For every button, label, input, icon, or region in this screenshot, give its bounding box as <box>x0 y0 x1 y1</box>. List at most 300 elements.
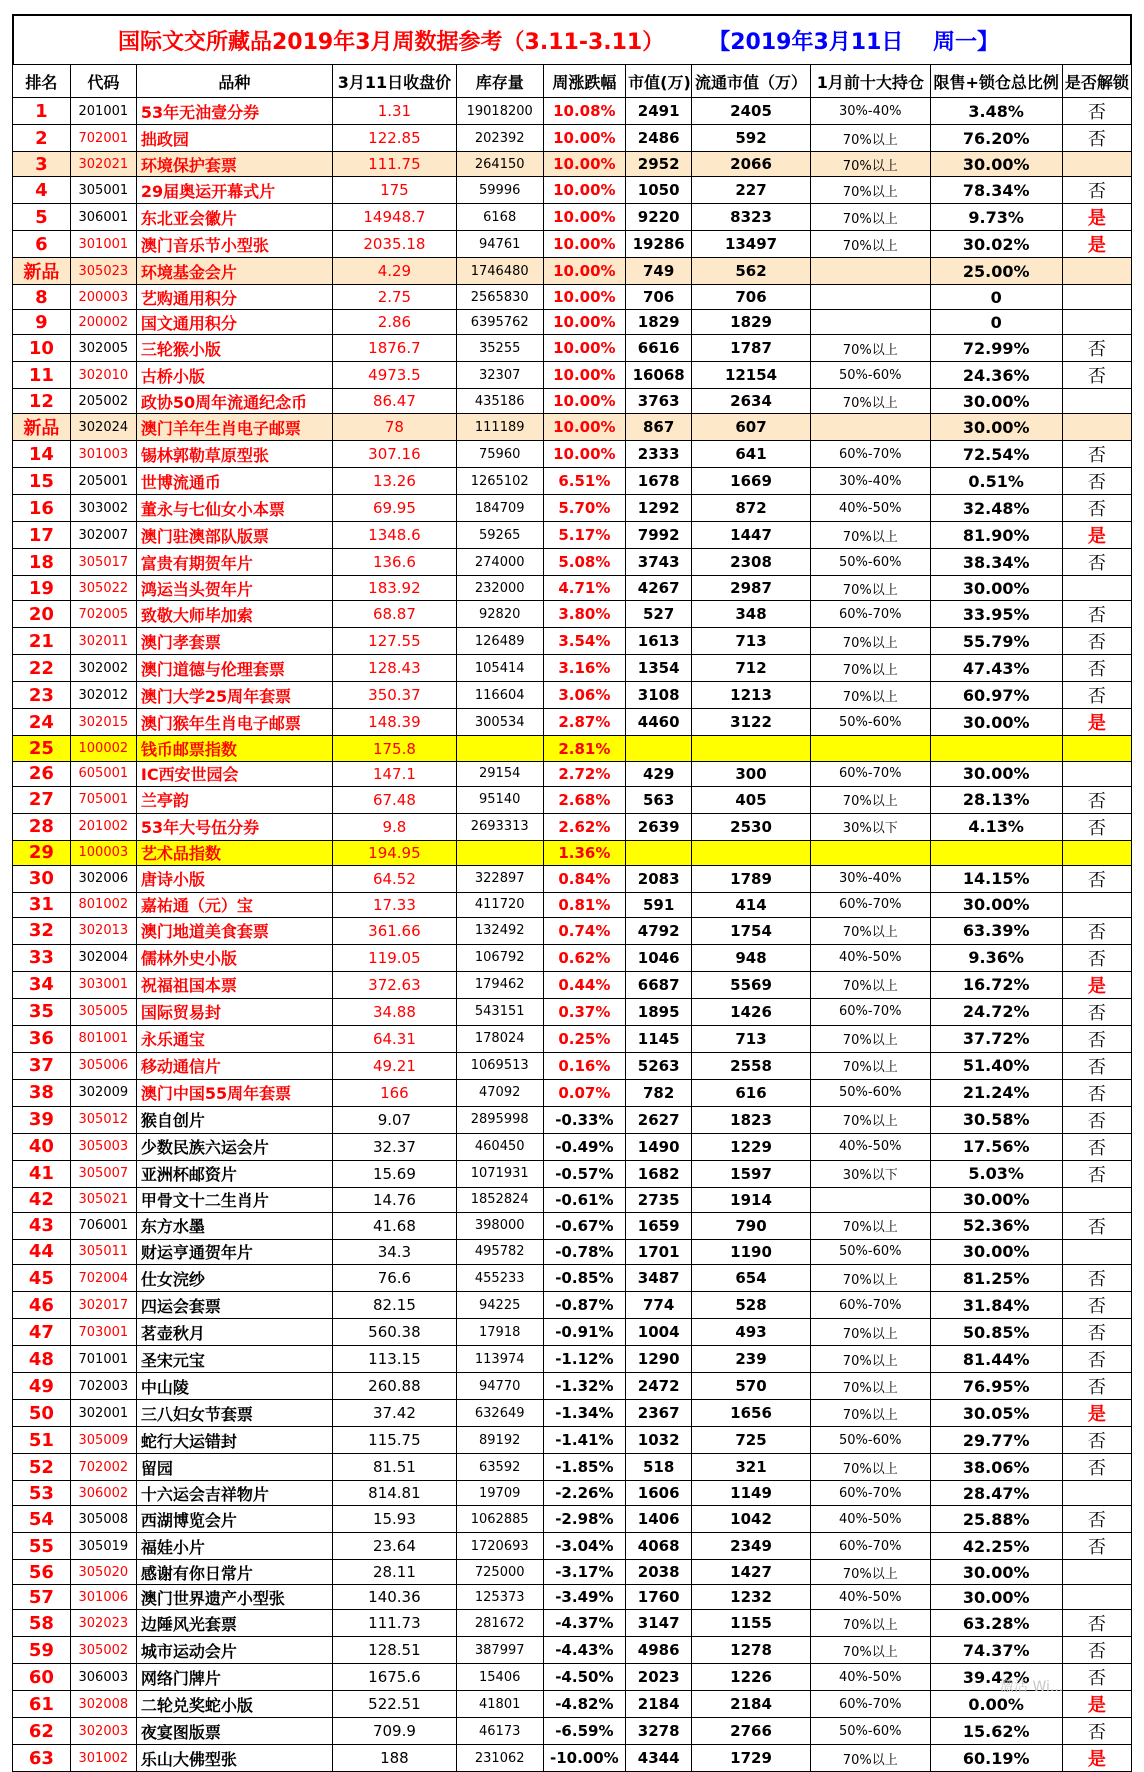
change-cell: -4.82% <box>543 1691 626 1718</box>
price-cell: 166 <box>332 1079 456 1106</box>
lock-ratio-cell: 72.99% <box>930 335 1062 362</box>
unlocked-cell: 是 <box>1062 709 1131 736</box>
float-cap-cell: 1914 <box>692 1187 811 1212</box>
holding-cell: 70%以上 <box>810 1025 930 1052</box>
name-cell: 环境基金会片 <box>136 258 332 285</box>
price-cell: 9.8 <box>332 813 456 840</box>
market-cap-cell: 782 <box>626 1079 692 1106</box>
stock-cell: 455233 <box>456 1265 543 1292</box>
float-cap-cell: 948 <box>692 944 811 971</box>
holding-cell: 70%以上 <box>810 1637 930 1664</box>
stock-cell: 111189 <box>456 414 543 441</box>
table-row <box>13 628 1132 655</box>
rank-cell: 24 <box>13 709 71 736</box>
stock-cell: 59996 <box>456 177 543 204</box>
holding-cell: 70%以上 <box>810 682 930 709</box>
rank-cell: 2 <box>13 125 71 152</box>
market-cap-cell: 3487 <box>626 1265 692 1292</box>
unlocked-cell: 否 <box>1062 468 1131 495</box>
rank-cell: 48 <box>13 1346 71 1373</box>
price-cell: 82.15 <box>332 1292 456 1319</box>
code-cell: 306001 <box>70 204 136 231</box>
float-cap-cell: 405 <box>692 786 811 813</box>
float-cap-cell: 2349 <box>692 1533 811 1560</box>
table-row <box>13 441 1132 468</box>
change-cell: 3.80% <box>543 601 626 628</box>
title-bar <box>12 14 1132 64</box>
rank-cell: 35 <box>13 998 71 1025</box>
holding-cell: 70%以上 <box>810 917 930 944</box>
rank-cell: 51 <box>13 1427 71 1454</box>
float-cap-cell: 1754 <box>692 917 811 944</box>
market-cap-cell: 1613 <box>626 628 692 655</box>
market-cap-cell: 2038 <box>626 1560 692 1585</box>
unlocked-cell <box>1062 152 1131 177</box>
rank-cell: 26 <box>13 761 71 786</box>
rank-cell: 1 <box>13 98 71 125</box>
market-cap-cell: 1406 <box>626 1506 692 1533</box>
price-cell: 67.48 <box>332 786 456 813</box>
change-cell: -10.00% <box>543 1745 626 1772</box>
stock-cell: 75960 <box>456 441 543 468</box>
holding-cell: 40%-50% <box>810 1133 930 1160</box>
rank-cell: 14 <box>13 441 71 468</box>
code-cell: 205002 <box>70 389 136 414</box>
stock-cell: 41801 <box>456 1691 543 1718</box>
stock-cell: 63592 <box>456 1454 543 1481</box>
unlocked-cell: 否 <box>1062 1533 1131 1560</box>
stock-cell: 1746480 <box>456 258 543 285</box>
holding-cell: 50%-60% <box>810 1079 930 1106</box>
name-cell: 乐山大佛型张 <box>136 1745 332 1772</box>
table-row <box>13 892 1132 917</box>
holding-cell: 70%以上 <box>810 204 930 231</box>
unlocked-cell: 否 <box>1062 1212 1131 1239</box>
table-row <box>13 1481 1132 1506</box>
lock-ratio-cell: 28.47% <box>930 1481 1062 1506</box>
code-cell: 703001 <box>70 1319 136 1346</box>
change-cell: -0.85% <box>543 1265 626 1292</box>
market-cap-cell: 3108 <box>626 682 692 709</box>
name-cell: 富贵有期贺年片 <box>136 549 332 576</box>
change-cell: 5.17% <box>543 522 626 549</box>
name-cell: 澳门地道美食套票 <box>136 917 332 944</box>
float-cap-cell: 713 <box>692 628 811 655</box>
table-row <box>13 1025 1132 1052</box>
code-cell: 100002 <box>70 736 136 761</box>
unlocked-cell: 否 <box>1062 1506 1131 1533</box>
unlocked-cell: 是 <box>1062 1745 1131 1772</box>
float-cap-cell: 607 <box>692 414 811 441</box>
name-cell: 鸿运当头贺年片 <box>136 576 332 601</box>
table-row <box>13 1718 1132 1745</box>
unlocked-cell: 否 <box>1062 601 1131 628</box>
name-cell: 二轮兑奖蛇小版 <box>136 1691 332 1718</box>
float-cap-cell: 2987 <box>692 576 811 601</box>
code-cell: 201002 <box>70 813 136 840</box>
holding-cell <box>810 1187 930 1212</box>
code-cell: 305021 <box>70 1187 136 1212</box>
change-cell: 2.87% <box>543 709 626 736</box>
float-cap-cell: 1597 <box>692 1160 811 1187</box>
code-cell: 305017 <box>70 549 136 576</box>
market-cap-cell: 3743 <box>626 549 692 576</box>
unlocked-cell: 否 <box>1062 335 1131 362</box>
stock-cell: 126489 <box>456 628 543 655</box>
float-cap-cell: 1190 <box>692 1239 811 1264</box>
lock-ratio-cell: 55.79% <box>930 628 1062 655</box>
name-cell: 澳门驻澳部队版票 <box>136 522 332 549</box>
rank-cell: 12 <box>13 389 71 414</box>
market-cap-cell: 1032 <box>626 1427 692 1454</box>
holding-cell: 30%-40% <box>810 468 930 495</box>
code-cell: 306003 <box>70 1664 136 1691</box>
holding-cell: 70%以上 <box>810 1610 930 1637</box>
unlocked-cell: 否 <box>1062 1133 1131 1160</box>
market-cap-cell: 3763 <box>626 389 692 414</box>
rank-cell: 38 <box>13 1079 71 1106</box>
code-cell: 702003 <box>70 1373 136 1400</box>
table-row <box>13 971 1132 998</box>
lock-ratio-cell: 9.36% <box>930 944 1062 971</box>
name-cell: 艺购通用积分 <box>136 285 332 310</box>
change-cell: 3.54% <box>543 628 626 655</box>
code-cell: 302023 <box>70 1610 136 1637</box>
holding-cell: 70%以上 <box>810 1373 930 1400</box>
market-cap-cell: 4792 <box>626 917 692 944</box>
rank-cell: 27 <box>13 786 71 813</box>
unlocked-cell: 否 <box>1062 1052 1131 1079</box>
change-cell: 0.62% <box>543 944 626 971</box>
price-cell: 175.8 <box>332 736 456 761</box>
rank-cell: 25 <box>13 736 71 761</box>
unlocked-cell <box>1062 736 1131 761</box>
change-cell: 10.00% <box>543 389 626 414</box>
change-cell: 2.72% <box>543 761 626 786</box>
price-cell: 15.69 <box>332 1160 456 1187</box>
market-cap-cell: 1490 <box>626 1133 692 1160</box>
rank-cell: 47 <box>13 1319 71 1346</box>
lock-ratio-cell: 30.00% <box>930 1560 1062 1585</box>
stock-cell: 19018200 <box>456 98 543 125</box>
code-cell: 305001 <box>70 177 136 204</box>
lock-ratio-cell: 30.00% <box>930 892 1062 917</box>
holding-cell <box>810 736 930 761</box>
float-cap-cell: 1278 <box>692 1637 811 1664</box>
holding-cell: 40%-50% <box>810 1506 930 1533</box>
holding-cell: 70%以上 <box>810 1454 930 1481</box>
stock-cell: 106792 <box>456 944 543 971</box>
market-cap-cell <box>626 840 692 865</box>
change-cell: 10.00% <box>543 152 626 177</box>
market-cap-cell: 2184 <box>626 1691 692 1718</box>
table-row <box>13 840 1132 865</box>
code-cell: 301002 <box>70 1745 136 1772</box>
table-row <box>13 865 1132 892</box>
col-top10-holding-header: 1月前十大持仓 <box>810 65 930 98</box>
holding-cell: 70%以上 <box>810 1560 930 1585</box>
holding-cell: 60%-70% <box>810 1481 930 1506</box>
float-cap-cell: 321 <box>692 1454 811 1481</box>
change-cell: 2.81% <box>543 736 626 761</box>
name-cell: 留园 <box>136 1454 332 1481</box>
stock-cell: 132492 <box>456 917 543 944</box>
change-cell: 5.08% <box>543 549 626 576</box>
table-row <box>13 1745 1132 1772</box>
stock-cell: 178024 <box>456 1025 543 1052</box>
table-row <box>13 549 1132 576</box>
float-cap-cell: 790 <box>692 1212 811 1239</box>
market-cap-cell: 7992 <box>626 522 692 549</box>
price-cell: 111.73 <box>332 1610 456 1637</box>
unlocked-cell: 否 <box>1062 655 1131 682</box>
lock-ratio-cell: 24.36% <box>930 362 1062 389</box>
code-cell: 302001 <box>70 1400 136 1427</box>
holding-cell: 70%以上 <box>810 152 930 177</box>
col-rank-header: 排名 <box>13 65 71 98</box>
code-cell: 302013 <box>70 917 136 944</box>
name-cell: 城市运动会片 <box>136 1637 332 1664</box>
unlocked-cell: 否 <box>1062 1718 1131 1745</box>
table-row <box>13 1292 1132 1319</box>
holding-cell: 70%以上 <box>810 335 930 362</box>
lock-ratio-cell: 50.85% <box>930 1319 1062 1346</box>
col-close-price-header: 3月11日收盘价 <box>332 65 456 98</box>
change-cell: 0.84% <box>543 865 626 892</box>
unlocked-cell <box>1062 576 1131 601</box>
unlocked-cell: 否 <box>1062 1427 1131 1454</box>
holding-cell: 50%-60% <box>810 1718 930 1745</box>
rank-cell: 6 <box>13 231 71 258</box>
float-cap-cell: 1149 <box>692 1481 811 1506</box>
market-cap-cell: 1290 <box>626 1346 692 1373</box>
market-cap-cell: 2083 <box>626 865 692 892</box>
float-cap-cell: 2634 <box>692 389 811 414</box>
float-cap-cell: 493 <box>692 1319 811 1346</box>
lock-ratio-cell: 30.00% <box>930 1239 1062 1264</box>
name-cell: 艺术品指数 <box>136 840 332 865</box>
price-cell: 17.33 <box>332 892 456 917</box>
market-cap-cell: 16068 <box>626 362 692 389</box>
holding-cell: 60%-70% <box>810 1292 930 1319</box>
price-cell: 175 <box>332 177 456 204</box>
holding-cell <box>810 258 930 285</box>
change-cell: -4.37% <box>543 1610 626 1637</box>
market-cap-cell: 4068 <box>626 1533 692 1560</box>
price-cell: 1876.7 <box>332 335 456 362</box>
stock-cell: 184709 <box>456 495 543 522</box>
market-cap-cell: 2486 <box>626 125 692 152</box>
unlocked-cell <box>1062 892 1131 917</box>
change-cell: -0.49% <box>543 1133 626 1160</box>
lock-ratio-cell: 16.72% <box>930 971 1062 998</box>
code-cell: 801001 <box>70 1025 136 1052</box>
name-cell: 澳门孝套票 <box>136 628 332 655</box>
name-cell: 西湖博览会片 <box>136 1506 332 1533</box>
lock-ratio-cell: 39.42% <box>930 1664 1062 1691</box>
change-cell: 3.16% <box>543 655 626 682</box>
holding-cell: 70%以上 <box>810 1400 930 1427</box>
price-cell: 147.1 <box>332 761 456 786</box>
lock-ratio-cell: 76.20% <box>930 125 1062 152</box>
code-cell: 305006 <box>70 1052 136 1079</box>
table-body <box>13 98 1132 1772</box>
change-cell: -0.61% <box>543 1187 626 1212</box>
unlocked-cell: 是 <box>1062 1691 1131 1718</box>
lock-ratio-cell: 15.62% <box>930 1718 1062 1745</box>
market-cap-cell: 1895 <box>626 998 692 1025</box>
market-cap-cell: 706 <box>626 285 692 310</box>
holding-cell: 50%-60% <box>810 1239 930 1264</box>
unlocked-cell: 否 <box>1062 1319 1131 1346</box>
holding-cell: 70%以上 <box>810 389 930 414</box>
table-row <box>13 1637 1132 1664</box>
change-cell: 10.00% <box>543 414 626 441</box>
unlocked-cell: 否 <box>1062 813 1131 840</box>
holding-cell: 50%-60% <box>810 709 930 736</box>
rank-cell: 3 <box>13 152 71 177</box>
code-cell: 301003 <box>70 441 136 468</box>
unlocked-cell: 否 <box>1062 1025 1131 1052</box>
name-cell: 国文通用积分 <box>136 310 332 335</box>
code-cell: 303002 <box>70 495 136 522</box>
stock-cell: 32307 <box>456 362 543 389</box>
code-cell: 306002 <box>70 1481 136 1506</box>
price-cell: 140.36 <box>332 1585 456 1610</box>
market-cap-cell: 1678 <box>626 468 692 495</box>
unlocked-cell: 否 <box>1062 1346 1131 1373</box>
name-cell: 53年大号伍分券 <box>136 813 332 840</box>
price-cell: 128.43 <box>332 655 456 682</box>
holding-cell: 30%-40% <box>810 865 930 892</box>
lock-ratio-cell: 21.24% <box>930 1079 1062 1106</box>
price-cell: 14.76 <box>332 1187 456 1212</box>
change-cell: -2.26% <box>543 1481 626 1506</box>
change-cell: -0.78% <box>543 1239 626 1264</box>
name-cell: 53年无油壹分券 <box>136 98 332 125</box>
rank-cell: 5 <box>13 204 71 231</box>
rank-cell: 21 <box>13 628 71 655</box>
table-row <box>13 709 1132 736</box>
float-cap-cell: 712 <box>692 655 811 682</box>
table-row <box>13 1691 1132 1718</box>
change-cell: 10.08% <box>543 98 626 125</box>
code-cell: 303001 <box>70 971 136 998</box>
unlocked-cell: 是 <box>1062 1400 1131 1427</box>
code-cell: 305020 <box>70 1560 136 1585</box>
lock-ratio-cell: 32.48% <box>930 495 1062 522</box>
float-cap-cell: 2405 <box>692 98 811 125</box>
stock-cell: 19709 <box>456 1481 543 1506</box>
rank-cell: 54 <box>13 1506 71 1533</box>
table-row <box>13 1133 1132 1160</box>
price-cell: 69.95 <box>332 495 456 522</box>
market-cap-cell: 2367 <box>626 1400 692 1427</box>
unlocked-cell: 否 <box>1062 125 1131 152</box>
name-cell: 澳门中国55周年套票 <box>136 1079 332 1106</box>
change-cell: -1.34% <box>543 1400 626 1427</box>
float-cap-cell: 2184 <box>692 1691 811 1718</box>
code-cell: 302006 <box>70 865 136 892</box>
lock-ratio-cell: 81.44% <box>930 1346 1062 1373</box>
unlocked-cell: 否 <box>1062 1079 1131 1106</box>
market-cap-cell: 2639 <box>626 813 692 840</box>
price-cell: 32.37 <box>332 1133 456 1160</box>
code-cell: 302024 <box>70 414 136 441</box>
name-cell: 东北亚会徽片 <box>136 204 332 231</box>
rank-cell: 4 <box>13 177 71 204</box>
name-cell: 澳门大学25周年套票 <box>136 682 332 709</box>
unlocked-cell <box>1062 258 1131 285</box>
table-row <box>13 1373 1132 1400</box>
unlocked-cell <box>1062 310 1131 335</box>
unlocked-cell: 是 <box>1062 971 1131 998</box>
market-cap-cell: 1606 <box>626 1481 692 1506</box>
table-row <box>13 1664 1132 1691</box>
change-cell: 0.74% <box>543 917 626 944</box>
col-market-cap-header: 市值(万) <box>626 65 692 98</box>
market-cap-cell: 1701 <box>626 1239 692 1264</box>
code-cell: 305008 <box>70 1506 136 1533</box>
lock-ratio-cell: 30.00% <box>930 709 1062 736</box>
table-row <box>13 1239 1132 1264</box>
float-cap-cell: 414 <box>692 892 811 917</box>
rank-cell: 55 <box>13 1533 71 1560</box>
lock-ratio-cell: 60.19% <box>930 1745 1062 1772</box>
rank-cell: 52 <box>13 1454 71 1481</box>
price-cell: 81.51 <box>332 1454 456 1481</box>
price-cell: 136.6 <box>332 549 456 576</box>
stock-cell: 94770 <box>456 1373 543 1400</box>
name-cell: 古桥小版 <box>136 362 332 389</box>
code-cell: 701001 <box>70 1346 136 1373</box>
market-cap-cell: 563 <box>626 786 692 813</box>
change-cell: -0.33% <box>543 1106 626 1133</box>
holding-cell: 40%-50% <box>810 495 930 522</box>
stock-cell: 281672 <box>456 1610 543 1637</box>
market-cap-cell: 6687 <box>626 971 692 998</box>
name-cell: 猴自创片 <box>136 1106 332 1133</box>
holding-cell: 30%以下 <box>810 1160 930 1187</box>
holding-cell: 70%以上 <box>810 1052 930 1079</box>
holding-cell: 70%以上 <box>810 1745 930 1772</box>
holding-cell: 70%以上 <box>810 1106 930 1133</box>
change-cell: 0.81% <box>543 892 626 917</box>
table-row <box>13 1319 1132 1346</box>
rank-cell: 61 <box>13 1691 71 1718</box>
lock-ratio-cell: 5.03% <box>930 1160 1062 1187</box>
col-weekly-change-header: 周涨跌幅 <box>543 65 626 98</box>
rank-cell: 15 <box>13 468 71 495</box>
name-cell: 致敬大师毕加索 <box>136 601 332 628</box>
table-row <box>13 1610 1132 1637</box>
unlocked-cell: 否 <box>1062 786 1131 813</box>
unlocked-cell: 否 <box>1062 98 1131 125</box>
collectibles-table <box>12 64 1132 1772</box>
change-cell: 3.06% <box>543 682 626 709</box>
unlocked-cell <box>1062 1481 1131 1506</box>
price-cell: 64.31 <box>332 1025 456 1052</box>
holding-cell: 60%-70% <box>810 441 930 468</box>
price-cell: 127.55 <box>332 628 456 655</box>
table-row <box>13 1533 1132 1560</box>
change-cell: -3.49% <box>543 1585 626 1610</box>
stock-cell: 105414 <box>456 655 543 682</box>
code-cell: 702002 <box>70 1454 136 1481</box>
name-cell: 国际贸易封 <box>136 998 332 1025</box>
rank-cell: 18 <box>13 549 71 576</box>
stock-cell <box>456 736 543 761</box>
